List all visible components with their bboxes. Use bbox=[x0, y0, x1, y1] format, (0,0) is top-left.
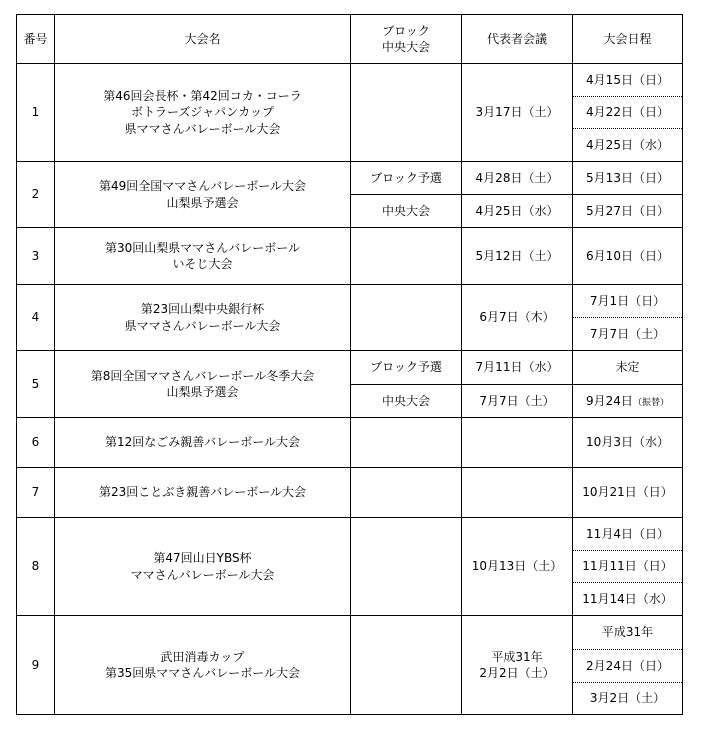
event-date: 2月24日（日） bbox=[573, 650, 683, 683]
event-block: 中央大会 bbox=[351, 385, 462, 418]
table-row bbox=[17, 228, 683, 285]
event-name bbox=[55, 162, 351, 228]
event-meeting: 10月13日（土） bbox=[462, 518, 573, 616]
table-row bbox=[17, 162, 683, 195]
event-date: 平成31年 bbox=[573, 616, 683, 650]
event-block: ブロック予選 bbox=[351, 351, 462, 385]
event-name-line: 県ママさんバレーボール大会 bbox=[124, 121, 281, 136]
event-date: 10月3日（水） bbox=[573, 418, 683, 468]
event-meeting: 3月17日（土） bbox=[462, 64, 573, 162]
header-meeting: 代表者会議 bbox=[462, 15, 573, 64]
event-block bbox=[351, 616, 462, 715]
event-name-line: 山梨県予選会 bbox=[166, 195, 239, 210]
event-date: 4月25日（水） bbox=[573, 129, 683, 162]
event-meeting: 6月7日（木） bbox=[462, 285, 573, 351]
event-name-line: 第12回なごみ親善バレーボール大会 bbox=[104, 435, 301, 450]
event-no: 5 bbox=[17, 351, 55, 418]
event-no: 4 bbox=[17, 285, 55, 351]
event-name-line: ママさんバレーボール大会 bbox=[130, 567, 275, 582]
event-block bbox=[351, 285, 462, 351]
table-row bbox=[17, 468, 683, 518]
event-date: 5月27日（日） bbox=[573, 195, 683, 228]
event-date-text: 9月24日 bbox=[586, 393, 633, 408]
event-date: 4月22日（日） bbox=[573, 97, 683, 129]
event-meeting: 4月25日（水） bbox=[462, 195, 573, 228]
event-name bbox=[55, 468, 351, 518]
table-row bbox=[17, 616, 683, 650]
event-name bbox=[55, 64, 351, 162]
header-name: 大会名 bbox=[55, 15, 351, 64]
event-name bbox=[55, 616, 351, 715]
tournament-schedule-table bbox=[16, 14, 683, 715]
header-no: 番号 bbox=[17, 15, 55, 64]
event-name-line: 第49回全国ママさんバレーボール大会 bbox=[98, 179, 307, 194]
header-block bbox=[351, 15, 462, 64]
table-row bbox=[17, 351, 683, 385]
event-name-line: 山梨県予選会 bbox=[166, 385, 239, 399]
event-name-line: 第23回山梨中央銀行杯 bbox=[140, 302, 265, 317]
event-date-note: （振替） bbox=[632, 397, 669, 408]
event-name-line: ボトラーズジャパンカップ bbox=[130, 105, 275, 120]
event-meeting: 5月12日（土） bbox=[462, 228, 573, 285]
event-name-line: 第8回全国ママさんバレーボール冬季大会 bbox=[90, 368, 315, 383]
event-date bbox=[573, 385, 683, 418]
event-name bbox=[55, 418, 351, 468]
event-block bbox=[351, 468, 462, 518]
event-block bbox=[351, 64, 462, 162]
event-no: 9 bbox=[17, 616, 55, 715]
event-meeting: 7月7日（土） bbox=[462, 385, 573, 418]
table-row bbox=[17, 285, 683, 318]
event-name-line: 県ママさんバレーボール大会 bbox=[124, 318, 281, 333]
event-name bbox=[55, 518, 351, 616]
event-name-line: 第47回山日YBS杯 bbox=[153, 551, 252, 566]
header-row bbox=[17, 15, 683, 64]
event-date: 10月21日（日） bbox=[573, 468, 683, 518]
event-block bbox=[351, 418, 462, 468]
event-no: 2 bbox=[17, 162, 55, 228]
event-name bbox=[55, 285, 351, 351]
event-no: 1 bbox=[17, 64, 55, 162]
event-meeting bbox=[462, 418, 573, 468]
event-date: 7月7日（土） bbox=[573, 318, 683, 351]
event-meeting-line: 平成31年 bbox=[491, 649, 543, 664]
event-no: 7 bbox=[17, 468, 55, 518]
event-meeting: 4月28日（土） bbox=[462, 162, 573, 195]
event-no: 8 bbox=[17, 518, 55, 616]
header-block-line1: ブロック bbox=[382, 23, 430, 38]
header-block-line2: 中央大会 bbox=[381, 40, 430, 54]
table-row bbox=[17, 518, 683, 551]
event-name bbox=[55, 228, 351, 285]
event-date: 3月2日（土） bbox=[573, 683, 683, 715]
event-date: 6月10日（日） bbox=[573, 228, 683, 285]
event-block bbox=[351, 518, 462, 616]
event-block: 中央大会 bbox=[351, 195, 462, 228]
event-meeting bbox=[462, 468, 573, 518]
event-name bbox=[55, 351, 351, 418]
event-name-line: 第23回ことぶき親善バレーボール大会 bbox=[98, 485, 307, 500]
event-date: 未定 bbox=[573, 351, 683, 385]
event-meeting: 7月11日（水） bbox=[462, 351, 573, 385]
event-meeting bbox=[462, 616, 573, 715]
event-meeting-line: 2月2日（土） bbox=[479, 666, 555, 680]
event-block: ブロック予選 bbox=[351, 162, 462, 195]
event-no: 3 bbox=[17, 228, 55, 285]
event-name-line: 第30回山梨県ママさんバレーボール bbox=[104, 240, 301, 255]
event-name-line: 第46回会長杯・第42回コカ・コーラ bbox=[103, 89, 302, 104]
event-date: 4月15日（日） bbox=[573, 64, 683, 97]
event-date: 11月14日（水） bbox=[573, 583, 683, 616]
event-name-line: いそじ大会 bbox=[172, 257, 233, 271]
header-dates: 大会日程 bbox=[573, 15, 683, 64]
table-row bbox=[17, 418, 683, 468]
table-row bbox=[17, 64, 683, 97]
event-name-line: 第35回県ママさんバレーボール大会 bbox=[104, 666, 301, 680]
event-no: 6 bbox=[17, 418, 55, 468]
event-block bbox=[351, 228, 462, 285]
event-name-line: 武田消毒カップ bbox=[160, 649, 245, 664]
event-date: 11月4日（日） bbox=[573, 518, 683, 551]
event-date: 7月1日（日） bbox=[573, 285, 683, 318]
event-date: 11月11日（日） bbox=[573, 551, 683, 583]
event-date: 5月13日（日） bbox=[573, 162, 683, 195]
